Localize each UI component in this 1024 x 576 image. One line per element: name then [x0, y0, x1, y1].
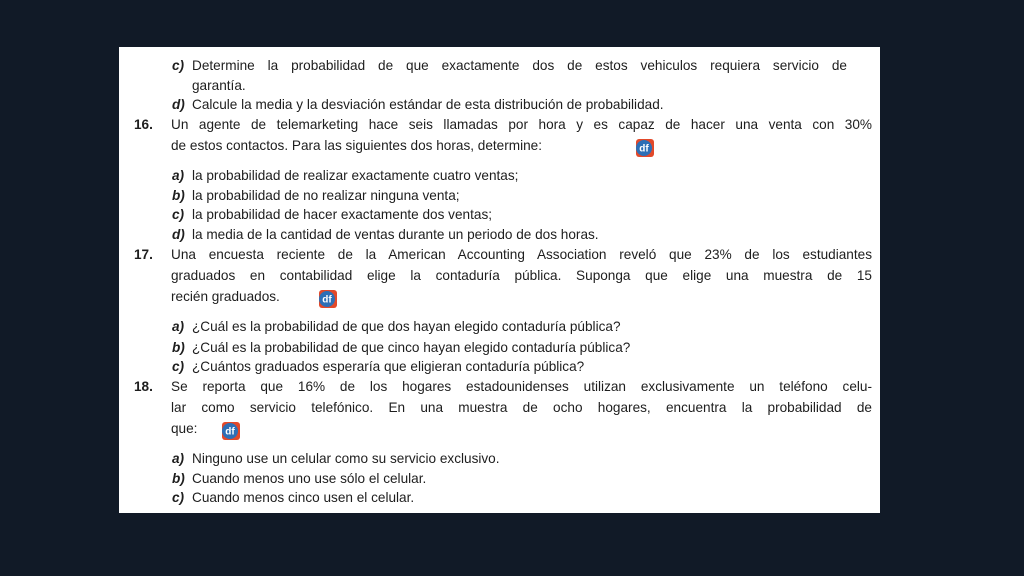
item-d-prev [172, 95, 664, 115]
item-letter: b) [172, 340, 185, 355]
item-letter: b) [172, 471, 185, 486]
df-icon[interactable] [317, 288, 339, 310]
item-text: ¿Cuál es la probabilidad de que dos hayan elegido contaduría pública? [192, 319, 621, 334]
item-letter: d) [172, 227, 185, 242]
item-text: la probabilidad de realizar exactamente cuatro ventas; [192, 168, 519, 183]
item-letter: c) [172, 490, 185, 505]
item-letter: c) [172, 359, 185, 374]
exercise-number-17: 17. [134, 247, 153, 262]
item-16c [172, 205, 492, 225]
df-icon[interactable] [634, 137, 656, 159]
item-letter: b) [172, 188, 185, 203]
item-letter: c) [172, 58, 185, 73]
exercise-17-line1: Una encuesta reciente de la American Accounting Association reveló que 23% de los estudiantes [171, 247, 872, 262]
svg-text:df: df [225, 426, 235, 438]
textbook-page [119, 47, 880, 513]
item-18a [172, 449, 500, 469]
svg-text:df: df [639, 143, 649, 155]
item-17c [172, 357, 584, 377]
exercise-18-line1: Se reporta que 16% de los hogares estadounidenses utilizan exclusivamente un teléfono celu- [171, 379, 872, 394]
item-text: Cuando menos uno use sólo el celular. [192, 471, 427, 486]
item-text: la media de la cantidad de ventas durante un periodo de dos horas. [192, 227, 599, 242]
item-text: ¿Cuántos graduados esperaría que eligieran contaduría pública? [192, 359, 585, 374]
svg-text:df: df [322, 294, 332, 306]
item-text: Calcule la media y la desviación estándar de esta distribución de probabilidad. [192, 97, 664, 112]
item-text: ¿Cuál es la probabilidad de que cinco hayan elegido contaduría pública? [192, 340, 631, 355]
item-16d [172, 225, 599, 245]
item-letter: a) [172, 451, 185, 466]
item-text: Ninguno use un celular como su servicio exclusivo. [192, 451, 500, 466]
item-16a [172, 166, 518, 186]
item-18b [172, 469, 426, 489]
item-text: Cuando menos cinco usen el celular. [192, 490, 415, 505]
exercise-number-18: 18. [134, 379, 153, 394]
item-text: la probabilidad de hacer exactamente dos ventas; [192, 207, 493, 222]
exercise-16-line2: de estos contactos. Para las siguientes dos horas, determine: [171, 138, 543, 153]
exercise-18-line2: lar como servicio telefónico. En una muestra de ocho hogares, encuentra la probabilidad de [171, 400, 872, 415]
item-17a [172, 317, 621, 337]
item-18c [172, 488, 414, 508]
exercise-17-line3: recién graduados. [171, 289, 280, 304]
item-c-prev [172, 56, 847, 76]
item-letter: d) [172, 97, 185, 112]
exercise-number-16: 16. [134, 117, 153, 132]
exercise-16-line1: Un agente de telemarketing hace seis llamadas por hora y es capaz de hacer una venta con 30% [171, 117, 872, 132]
exercise-18-line3: que: [171, 421, 198, 436]
item-letter: a) [172, 168, 185, 183]
item-text-cont: garantía. [192, 78, 246, 93]
df-icon[interactable] [220, 420, 242, 442]
item-text: Determine la probabilidad de que exactamente dos de estos vehiculos requiera servicio de [192, 58, 847, 73]
item-letter: c) [172, 207, 185, 222]
item-16b [172, 186, 460, 206]
exercise-17-line2: graduados en contabilidad elige la contaduría pública. Suponga que elige una muestra de 15 [171, 268, 872, 283]
item-17b [172, 338, 630, 358]
item-text: la probabilidad de no realizar ninguna venta; [192, 188, 460, 203]
item-letter: a) [172, 319, 185, 334]
